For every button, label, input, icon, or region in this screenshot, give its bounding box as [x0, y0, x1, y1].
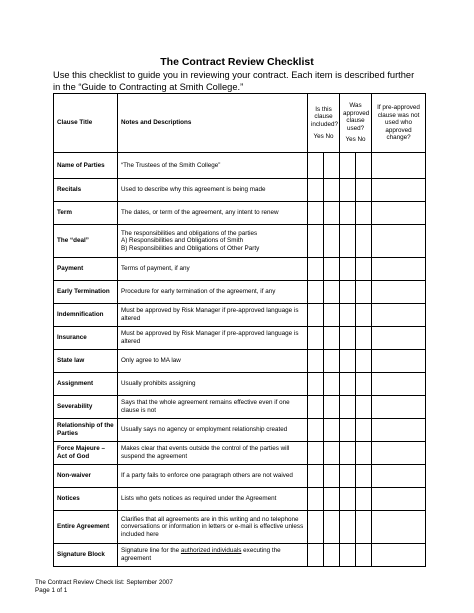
- approver-box[interactable]: [372, 304, 426, 327]
- included-no-box[interactable]: [324, 327, 340, 350]
- approved-yes-box[interactable]: [340, 465, 356, 488]
- clause-title-cell: Entire Agreement: [54, 511, 118, 544]
- approved-yes-box[interactable]: [340, 179, 356, 202]
- footer-page-number: Page 1 of 1: [35, 587, 68, 594]
- clause-title-cell: Notices: [54, 488, 118, 511]
- included-yes-box[interactable]: [308, 350, 324, 373]
- contract-checklist-table: [53, 93, 426, 567]
- included-yes-box[interactable]: [308, 327, 324, 350]
- included-no-box[interactable]: [324, 304, 340, 327]
- included-no-box[interactable]: [324, 350, 340, 373]
- approver-box[interactable]: [372, 179, 426, 202]
- notes-cell: Says that the whole agreement remains effective even if one clause is not: [118, 396, 308, 419]
- approved-yes-box[interactable]: [340, 327, 356, 350]
- notes-header: Notes and Descriptions: [118, 94, 308, 153]
- included-yes-box[interactable]: [308, 179, 324, 202]
- included-yes-box[interactable]: [308, 304, 324, 327]
- table-row: [54, 350, 426, 373]
- approver-box[interactable]: [372, 465, 426, 488]
- notes-line: The responsibilities and obligations of the parties: [121, 229, 258, 237]
- approved-yes-box[interactable]: [340, 304, 356, 327]
- footer-doc-info: The Contract Review Check list: September 2007: [35, 579, 173, 586]
- approved-yes-box[interactable]: [340, 153, 356, 179]
- approved-question: Was approved clause used?: [343, 102, 370, 132]
- included-no-box[interactable]: [324, 281, 340, 304]
- approved-no-box[interactable]: [356, 488, 372, 511]
- notes-cell: Used to describe why this agreement is being made: [118, 179, 308, 202]
- clause-title-cell: Term: [54, 202, 118, 225]
- clause-title-cell: Insurance: [54, 327, 118, 350]
- included-no-box[interactable]: [324, 396, 340, 419]
- table-row: [54, 179, 426, 202]
- approver-box[interactable]: [372, 488, 426, 511]
- table-row: [54, 225, 426, 258]
- notes-line: A) Responsibilities and Obligations of Smith: [121, 237, 244, 245]
- approved-yes-box[interactable]: [340, 488, 356, 511]
- clause-title-cell: Recitals: [54, 179, 118, 202]
- document-title: The Contract Review Checklist: [160, 56, 314, 68]
- approved-no-box[interactable]: [356, 350, 372, 373]
- notes-cell: Usually prohibits assigning: [118, 373, 308, 396]
- approver-box[interactable]: [372, 327, 426, 350]
- table-row: [54, 419, 426, 442]
- approved-no-box[interactable]: [356, 373, 372, 396]
- approved-no-box[interactable]: [356, 544, 372, 567]
- approved-yes-box[interactable]: [340, 258, 356, 281]
- notes-cell: If a party fails to enforce one paragraph others are not waived: [118, 465, 308, 488]
- included-no-box[interactable]: [324, 179, 340, 202]
- approved-yes-box[interactable]: [340, 373, 356, 396]
- approved-no-box[interactable]: [356, 511, 372, 544]
- approved-no-box[interactable]: [356, 304, 372, 327]
- table-row: [54, 442, 426, 465]
- included-yes-box[interactable]: [308, 419, 324, 442]
- notes-cell: Clarifies that all agreements are in this writing and no telephone conversations or information in letters or e-mail is effective unless included here: [118, 511, 308, 544]
- included-yes-box[interactable]: [308, 153, 324, 179]
- clause-title-cell: Name of Parties: [54, 153, 118, 179]
- clause-title-cell: The “deal”: [54, 225, 118, 258]
- clause-title-cell: Severability: [54, 396, 118, 419]
- approver-box[interactable]: [372, 225, 426, 258]
- notes-cell: The dates, or term of the agreement, any intent to renew: [118, 202, 308, 225]
- approved-no-box[interactable]: [356, 153, 372, 179]
- notes-line: B) Responsibilities and Obligations of Other Party: [121, 244, 260, 252]
- approver-box[interactable]: [372, 419, 426, 442]
- included-question: Is this clause included?: [311, 105, 338, 128]
- notes-cell: Must be approved by Risk Manager if pre-approved language is altered: [118, 304, 308, 327]
- intro-paragraph: Use this checklist to guide you in reviewing your contract. Each item is described further in the “Guide to Contracting at Smith College.”: [53, 70, 415, 92]
- approved-no-box[interactable]: [356, 225, 372, 258]
- approved-no-box[interactable]: [356, 419, 372, 442]
- clause-title-cell: Relationship of the Parties: [54, 419, 118, 442]
- included-no-box[interactable]: [324, 225, 340, 258]
- approver-box[interactable]: [372, 511, 426, 544]
- clause-title-cell: Signature Block: [54, 544, 118, 567]
- included-no-box[interactable]: [324, 202, 340, 225]
- approver-box[interactable]: [372, 350, 426, 373]
- included-header: [308, 94, 340, 153]
- included-yes-box[interactable]: [308, 465, 324, 488]
- table-row: [54, 281, 426, 304]
- approved-yes-box[interactable]: [340, 419, 356, 442]
- notes-cell: Makes clear that events outside the control of the parties will suspend the agreement: [118, 442, 308, 465]
- notes-cell: Only agree to MA law: [118, 350, 308, 373]
- approved-yes-no: Yes No: [345, 136, 366, 144]
- included-no-box[interactable]: [324, 465, 340, 488]
- table-row: [54, 202, 426, 225]
- approved-yes-box[interactable]: [340, 544, 356, 567]
- clause-title-cell: State law: [54, 350, 118, 373]
- approved-no-box[interactable]: [356, 258, 372, 281]
- approved-no-box[interactable]: [356, 281, 372, 304]
- header-row: [54, 94, 426, 153]
- included-yes-box[interactable]: [308, 281, 324, 304]
- notes-cell: “The Trustees of the Smith College”: [118, 153, 308, 179]
- clause-title-cell: Indemnification: [54, 304, 118, 327]
- included-yes-box[interactable]: [308, 396, 324, 419]
- table-row: [54, 327, 426, 350]
- page-footer: [35, 579, 173, 595]
- clause-title-cell: Early Termination: [54, 281, 118, 304]
- approver-box[interactable]: [372, 202, 426, 225]
- table-row: [54, 258, 426, 281]
- approved-header: [340, 94, 372, 153]
- approver-box[interactable]: [372, 373, 426, 396]
- notes-cell: Usually says no agency or employment relationship created: [118, 419, 308, 442]
- approved-yes-box[interactable]: [340, 511, 356, 544]
- included-no-box[interactable]: [324, 511, 340, 544]
- approved-yes-box[interactable]: [340, 350, 356, 373]
- included-no-box[interactable]: [324, 419, 340, 442]
- approver-box[interactable]: [372, 258, 426, 281]
- included-yes-box[interactable]: [308, 373, 324, 396]
- included-yes-box[interactable]: [308, 544, 324, 567]
- clause-title-cell: Payment: [54, 258, 118, 281]
- approved-yes-box[interactable]: [340, 281, 356, 304]
- table-row: [54, 465, 426, 488]
- included-no-box[interactable]: [324, 544, 340, 567]
- notes-text: Signature line for the: [121, 547, 181, 555]
- notes-cell: Terms of payment, if any: [118, 258, 308, 281]
- approved-no-box[interactable]: [356, 179, 372, 202]
- included-no-box[interactable]: [324, 153, 340, 179]
- approver-box[interactable]: [372, 153, 426, 179]
- table-row: [54, 488, 426, 511]
- included-yes-box[interactable]: [308, 225, 324, 258]
- notes-cell: Lists who gets notices as required under the Agreement: [118, 488, 308, 511]
- approved-no-box[interactable]: [356, 396, 372, 419]
- approver-box[interactable]: [372, 442, 426, 465]
- included-no-box[interactable]: [324, 373, 340, 396]
- clause-title-cell: Assignment: [54, 373, 118, 396]
- table-row: [54, 304, 426, 327]
- table-row: [54, 511, 426, 544]
- included-no-box[interactable]: [324, 442, 340, 465]
- table-row: [54, 153, 426, 179]
- notes-underlined-text: authorized individuals: [180, 547, 242, 555]
- approved-no-box[interactable]: [356, 327, 372, 350]
- clause-title-cell: Non-waiver: [54, 465, 118, 488]
- changed-header: If pre-approved clause was not used who approved change?: [372, 94, 426, 153]
- included-yes-no: Yes No: [313, 132, 334, 140]
- notes-cell: Procedure for early termination of the agreement, if any: [118, 281, 308, 304]
- included-no-box[interactable]: [324, 258, 340, 281]
- notes-cell: [118, 225, 308, 258]
- table-row: [54, 373, 426, 396]
- notes-text: executing the agreement: [121, 547, 281, 562]
- approved-no-box[interactable]: [356, 202, 372, 225]
- approved-no-box[interactable]: [356, 442, 372, 465]
- clause-title-cell: Force Majeure – Act of God: [54, 442, 118, 465]
- table-row: [54, 396, 426, 419]
- approved-no-box[interactable]: [356, 465, 372, 488]
- included-yes-box[interactable]: [308, 511, 324, 544]
- approver-box[interactable]: [372, 281, 426, 304]
- included-no-box[interactable]: [324, 488, 340, 511]
- included-yes-box[interactable]: [308, 202, 324, 225]
- included-yes-box[interactable]: [308, 258, 324, 281]
- approved-yes-box[interactable]: [340, 396, 356, 419]
- clause-title-header: Clause Title: [54, 94, 118, 153]
- table-row: [54, 544, 426, 567]
- notes-cell: Must be approved by Risk Manager if pre-approved language is altered: [118, 327, 308, 350]
- included-yes-box[interactable]: [308, 442, 324, 465]
- notes-cell: [118, 544, 308, 567]
- approved-yes-box[interactable]: [340, 225, 356, 258]
- approved-yes-box[interactable]: [340, 202, 356, 225]
- approver-box[interactable]: [372, 544, 426, 567]
- included-yes-box[interactable]: [308, 488, 324, 511]
- approver-box[interactable]: [372, 396, 426, 419]
- checklist-rows: [54, 153, 426, 567]
- approved-yes-box[interactable]: [340, 442, 356, 465]
